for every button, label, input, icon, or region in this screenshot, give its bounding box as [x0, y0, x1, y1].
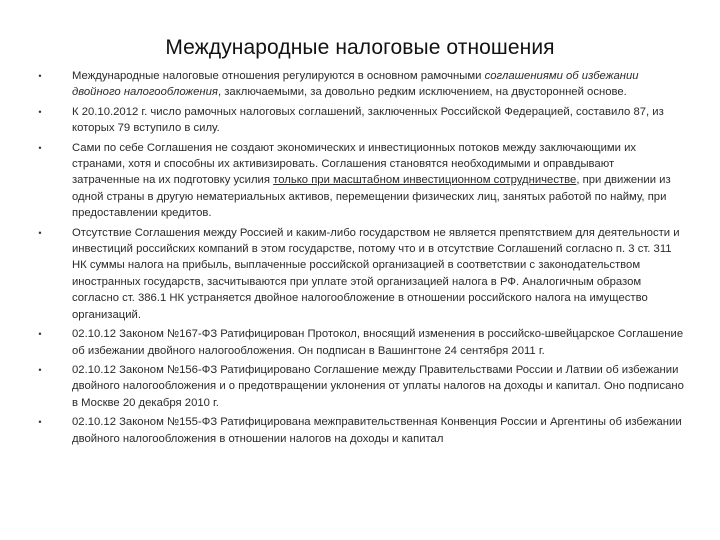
- item-text-tail: , при движении из одной страны в другую нематериальных активов, перемещении физических лиц, занятых работой по найму, при предоставлении кредитов.: [72, 174, 671, 220]
- list-item: [36, 326, 684, 359]
- bullet-icon: •: [38, 106, 42, 117]
- list-item: [36, 225, 684, 323]
- bullet-icon: •: [38, 417, 42, 428]
- item-underlined-text: только при масштабном инвестиционном сотрудничестве: [273, 174, 577, 187]
- list-item: [36, 68, 684, 101]
- item-text: Международные налоговые отношения регулируются в основном рамочными: [72, 70, 485, 82]
- list-item: [36, 362, 684, 411]
- bullet-icon: •: [38, 71, 42, 81]
- bullet-icon: •: [38, 142, 42, 153]
- item-text-tail: , заключаемыми, за довольно редким исключением, на двусторонней основе.: [217, 86, 627, 99]
- item-text: К 20.10.2012 г. число рамочных налоговых соглашений, заключенных Российской Федерацией, составило 87, из которых 79 вступило в силу.: [72, 105, 664, 135]
- slide-title: Международные налоговые отношения: [165, 36, 555, 59]
- list-item: [36, 414, 684, 447]
- item-text: 02.10.12 Законом №167-ФЗ Ратифицирован Протокол, вносящий изменения в российско-швейцарское Соглашение об избежании двойного налогообложения. Он подписан в Вашингтоне 24 сентября 2011 г.: [72, 328, 684, 357]
- item-text: Сами по себе Соглашения не создают экономических и инвестиционных потоков между заключающими их странами, хотя и способны их активизировать. Соглашения становятся необходимыми и оправдывают затраченные на их подготовку усилия: [72, 141, 637, 187]
- bullet-icon: •: [38, 364, 42, 375]
- item-text: 02.10.12 Законом №156-ФЗ Ратифицировано Соглашение между Правительствами России и Латвии об избежании двойного налогообложения и о предотвращении уклонения от уплаты налогов на доходы и капитал. Оно подписано в Москве 20 декабря 2010 г.: [72, 363, 684, 409]
- bullet-icon: •: [38, 329, 42, 340]
- item-emphasis-text: соглашениями об избежании двойного налогообложения: [72, 70, 639, 99]
- list-item: [36, 140, 684, 222]
- bullet-list: [36, 68, 684, 447]
- item-text: Отсутствие Соглашения между Россией и каким-либо государством не является препятствием для деятельности и инвестиций российских компаний в этом государстве, потому что и в отсутствие Соглашений согласно п. 3 ст. 311 НК суммы налога на прибыль, выплаченные российской организацией в соответствии с законодательством иностранных государств, засчитываются при уплате этой организацией налога в РФ. Аналогичным образом согласно ст. 386.1 НК устраняется двойное налогообложение в отношении российского налога на имущество организаций.: [72, 226, 680, 321]
- bullet-icon: •: [38, 227, 42, 238]
- list-item: [36, 104, 684, 137]
- item-text: 02.10.12 Законом №155-ФЗ Ратифицирована межправительственная Конвенция России и Аргентины об избежании двойного налогообложения в отношении налогов на доходы и капитал: [72, 416, 682, 445]
